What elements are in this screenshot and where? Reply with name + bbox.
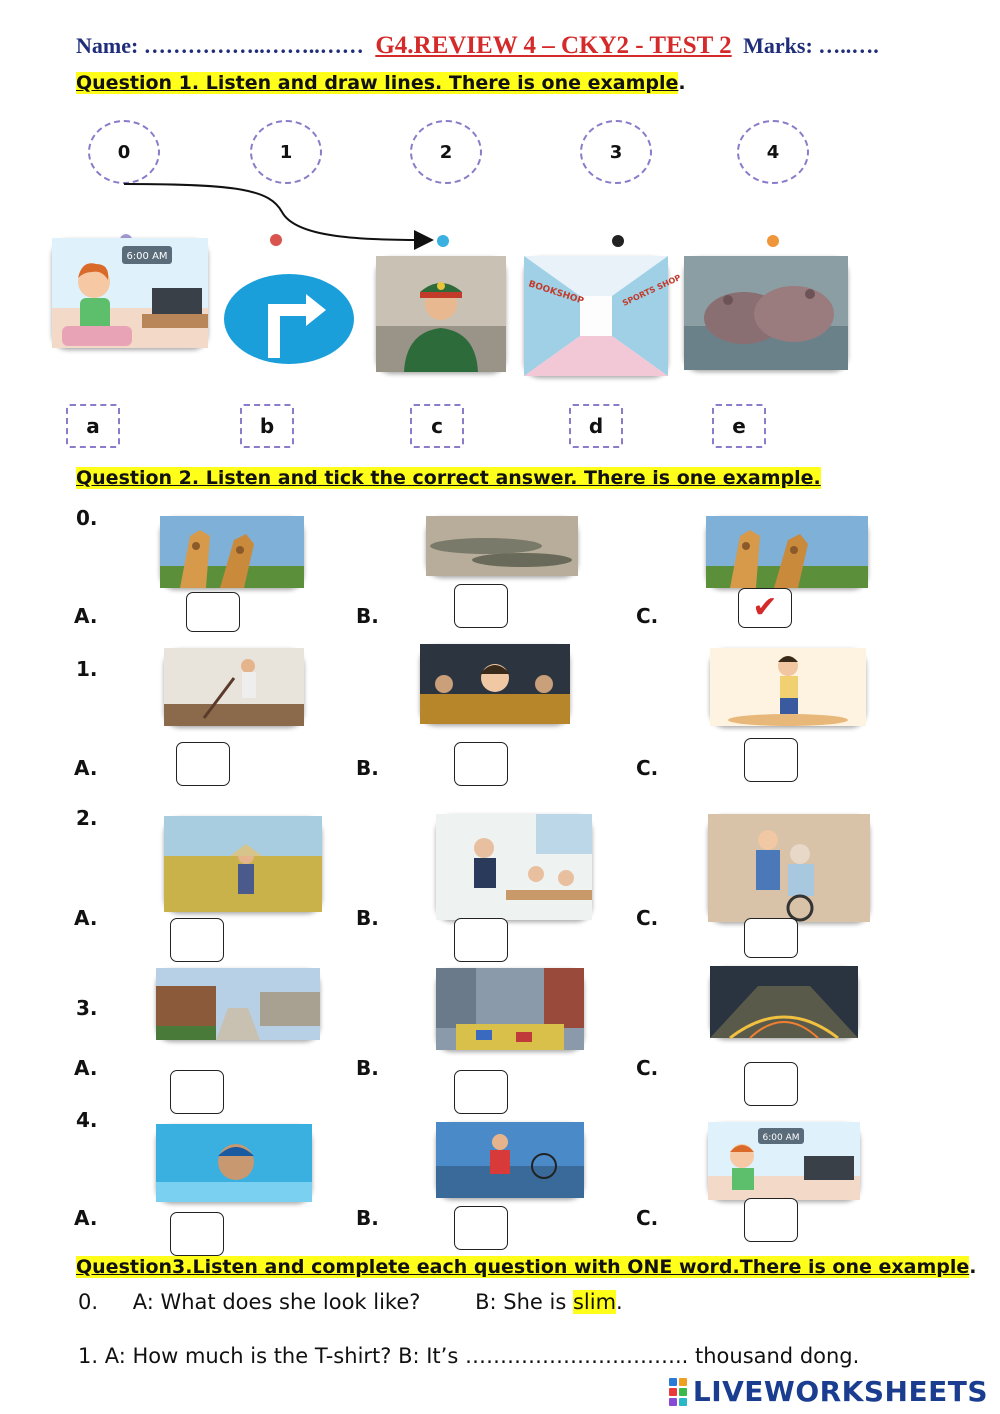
number-circle-0[interactable]: 0 bbox=[88, 120, 160, 184]
number-circle-4[interactable]: 4 bbox=[737, 120, 809, 184]
example-line: 0. A: What does she look like? B: She is slim. bbox=[78, 1290, 623, 1314]
question-2-heading: Question 2. Listen and tick the correct answer. There is one example. bbox=[76, 467, 821, 489]
liveworksheets-logo bbox=[669, 1375, 988, 1408]
svg-text:6:00 AM: 6:00 AM bbox=[762, 1133, 800, 1143]
marks-label: Marks: …..…. bbox=[743, 33, 879, 58]
option-label-a: A. bbox=[74, 1206, 98, 1230]
boy-walking-picture bbox=[710, 648, 866, 726]
village-street-picture bbox=[156, 968, 320, 1040]
row-number-4: 4. bbox=[76, 1108, 98, 1132]
boy-watching-tv-clock-picture bbox=[52, 238, 208, 348]
option-label-b: B. bbox=[356, 906, 379, 930]
sports-shop-sign: SPORTS SHOP bbox=[621, 272, 683, 308]
option-label-a: A. bbox=[74, 1056, 98, 1080]
row-number-0: 0. bbox=[76, 506, 98, 530]
row-number-1: 1. bbox=[76, 657, 98, 681]
tick-box-2c[interactable] bbox=[744, 918, 798, 958]
option-label-a: A. bbox=[74, 756, 98, 780]
option-label-c: C. bbox=[636, 1206, 659, 1230]
tick-box-1b[interactable] bbox=[454, 742, 508, 786]
row-number-3: 3. bbox=[76, 996, 98, 1020]
girl-in-cinema-picture bbox=[420, 644, 570, 724]
logo-grid-icon bbox=[669, 1378, 687, 1406]
option-label-b: B. bbox=[356, 756, 379, 780]
tick-box-1a[interactable] bbox=[176, 742, 230, 786]
turn-right-sign-picture bbox=[224, 274, 354, 364]
row-number-2: 2. bbox=[76, 806, 98, 830]
letter-box-d[interactable]: d bbox=[569, 404, 623, 448]
tick-box-0b[interactable] bbox=[454, 584, 508, 628]
logo-text: LIVEWORKSHEETS bbox=[692, 1375, 988, 1408]
letter-box-a[interactable]: a bbox=[66, 404, 120, 448]
tick-box-3a[interactable] bbox=[170, 1070, 224, 1114]
letter-box-e[interactable]: e bbox=[712, 404, 766, 448]
option-label-a: A. bbox=[74, 604, 98, 628]
clock-text: 6:00 AM bbox=[126, 251, 168, 262]
nurse-with-elderly-picture bbox=[708, 814, 870, 922]
question-1-heading: Question 1. Listen and draw lines. There is one example. bbox=[76, 72, 686, 94]
pin-c[interactable] bbox=[437, 235, 449, 247]
tick-box-1c[interactable] bbox=[744, 738, 798, 782]
letter-box-b[interactable]: b bbox=[240, 404, 294, 448]
option-label-c: C. bbox=[636, 906, 659, 930]
question-3-heading: Question3.Listen and complete each question with ONE word.There is one example. bbox=[76, 1256, 977, 1278]
option-label-b: B. bbox=[356, 1206, 379, 1230]
shopping-mall-picture bbox=[524, 256, 683, 376]
man-playing-tennis-picture bbox=[436, 1122, 584, 1198]
tick-box-0a[interactable] bbox=[186, 592, 240, 632]
pin-b[interactable] bbox=[270, 234, 282, 246]
bookshop-sign: BOOKSHOP bbox=[527, 279, 585, 307]
tick-box-0c[interactable] bbox=[738, 588, 792, 628]
boy-swimming-picture bbox=[156, 1124, 312, 1202]
option-label-b: B. bbox=[356, 604, 379, 628]
giraffes-picture bbox=[160, 516, 304, 588]
name-label: Name: ……………..……..…… bbox=[76, 33, 364, 58]
option-label-c: C. bbox=[636, 604, 659, 628]
boy-sweeping-floor-picture bbox=[164, 648, 304, 726]
number-circle-3[interactable]: 3 bbox=[580, 120, 652, 184]
farmer-in-field-picture bbox=[164, 816, 322, 912]
police-officer-picture bbox=[376, 256, 506, 372]
check-mark-icon: ✔ bbox=[752, 590, 778, 625]
tick-box-3b[interactable] bbox=[454, 1070, 508, 1114]
number-circle-2[interactable]: 2 bbox=[410, 120, 482, 184]
tick-box-4b[interactable] bbox=[454, 1206, 508, 1250]
option-label-b: B. bbox=[356, 1056, 379, 1080]
option-label-c: C. bbox=[636, 1056, 659, 1080]
teacher-in-classroom-picture bbox=[436, 814, 592, 920]
highway-at-night-picture bbox=[710, 966, 858, 1038]
letter-box-c[interactable]: c bbox=[410, 404, 464, 448]
worksheet-title: G4.REVIEW 4 – CKY2 - TEST 2 bbox=[375, 32, 732, 59]
tick-box-2b[interactable] bbox=[454, 918, 508, 962]
tick-box-3c[interactable] bbox=[744, 1062, 798, 1106]
pin-d[interactable] bbox=[612, 235, 624, 247]
question-3-line-1[interactable]: 1. A: How much is the T-shirt? B: It’s ………………………….. thousand dong. bbox=[78, 1344, 860, 1368]
busy-city-street-picture bbox=[436, 968, 584, 1050]
example-connector-line bbox=[0, 0, 1000, 260]
tick-box-4c[interactable] bbox=[744, 1198, 798, 1242]
option-label-a: A. bbox=[74, 906, 98, 930]
tick-box-2a[interactable] bbox=[170, 918, 224, 962]
example-answer: slim bbox=[572, 1290, 617, 1314]
boy-watching-tv-picture bbox=[708, 1122, 860, 1200]
hippos-picture bbox=[684, 256, 848, 370]
number-circle-1[interactable]: 1 bbox=[250, 120, 322, 184]
crocodiles-picture bbox=[426, 516, 578, 576]
option-label-c: C. bbox=[636, 756, 659, 780]
pin-e[interactable] bbox=[767, 235, 779, 247]
tick-box-4a[interactable] bbox=[170, 1212, 224, 1256]
giraffes-picture-c bbox=[706, 516, 868, 588]
